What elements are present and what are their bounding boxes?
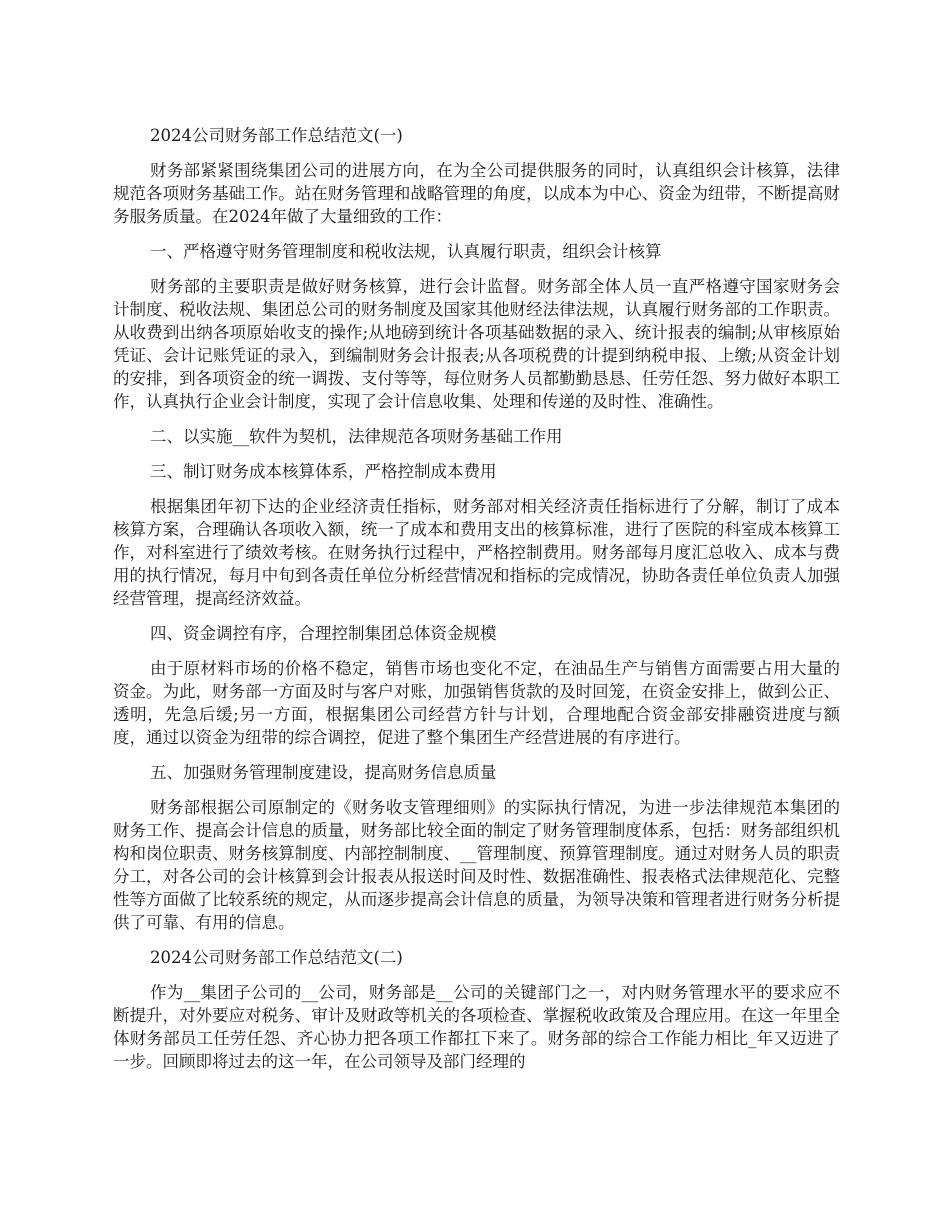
paragraph: 财务部根据公司原制定的《财务收支管理细则》的实际执行情况，为进一步法律规范本集团的财务工作、提高会计信息的质量，财务部比较全面的制定了财务管理制度体系，包括：财务部组织机构和岗位职责、财务核算制度、内部控制制度、__管理制度、预算管理制度。通过对财务人员的职责分工，对各公司的会计核算到会计报表从报送时间及时性、数据准确性、报表格式法律规范化、完整性等方面做了比较系统的规定，从而逐步提高会计信息的质量，为领导决策和管理者进行财务分析提供了可靠、有用的信息。 [113, 798, 840, 932]
section-heading: 四、资金调控有序，合理控制集团总体资金规模 [150, 624, 497, 643]
document-body [113, 124, 840, 1073]
paragraph: 财务部紧紧围绕集团公司的进展方向，在为全公司提供服务的同时，认真组织会计核算，法律规范各项财务基础工作。站在财务管理和战略管理的角度，以成本为中心、资金为纽带，不断提高财务服务质量。在2024年做了大量细致的工作： [113, 161, 840, 226]
paragraph: 作为__集团子公司的__公司，财务部是__公司的关键部门之一，对内财务管理水平的要求应不断提升，对外要应对税务、审计及财政等机关的各项检查、掌握税收政策及合理应用。在这一年里全体财务部员工任劳任怨、齐心协力把各项工作都扛下来了。财务部的综合工作能力相比_年又迈进了一步。回顾即将过去的这一年，在公司领导及部门经理的 [113, 983, 840, 1071]
paragraph: 财务部的主要职责是做好财务核算，进行会计监督。财务部全体人员一直严格遵守国家财务会计制度、税收法规、集团总公司的财务制度及国家其他财经法律法规，认真履行财务部的工作职责。从收费到出纳各项原始收支的操作;从地磅到统计各项基础数据的录入、统计报表的编制;从审核原始凭证、会计记账凭证的录入，到编制财务会计报表;从各项税费的计提到纳税申报、上缴;从资金计划的安排，到各项资金的统一调拨、支付等等，每位财务人员都勤勤恳恳、任劳任怨、努力做好本职工作，认真执行企业会计制度，实现了会计信息收集、处理和传递的及时性、准确性。 [113, 277, 840, 411]
section-heading: 一、严格遵守财务管理制度和税收法规，认真履行职责，组织会计核算 [150, 242, 662, 261]
section-heading: 三、制订财务成本核算体系，严格控制成本费用 [150, 462, 497, 481]
section-heading: 2024公司财务部工作总结范文(一) [150, 126, 403, 145]
section-heading: 2024公司财务部工作总结范文(二) [150, 948, 403, 967]
section-heading: 二、以实施__软件为契机，法律规范各项财务基础工作用 [150, 427, 563, 446]
section-heading: 五、加强财务管理制度建设，提高财务信息质量 [150, 763, 497, 782]
paragraph: 根据集团年初下达的企业经济责任指标，财务部对相关经济责任指标进行了分解，制订了成本核算方案，合理确认各项收入额，统一了成本和费用支出的核算标准，进行了医院的科室成本核算工作，对科室进行了绩效考核。在财务执行过程中，严格控制费用。财务部每月度汇总收入、成本与费用的执行情况，每月中旬到各责任单位分析经营情况和指标的完成情况，协助各责任单位负责人加强经营管理，提高经济效益。 [113, 497, 840, 608]
paragraph: 由于原材料市场的价格不稳定，销售市场也变化不定，在油品生产与销售方面需要占用大量的资金。为此，财务部一方面及时与客户对账，加强销售货款的及时回笼，在资金安排上，做到公正、透明，先急后缓;另一方面，根据集团公司经营方针与计划，合理地配合资金部安排融资进度与额度，通过以资金为纽带的综合调控，促进了整个集团生产经营进展的有序进行。 [113, 659, 840, 747]
